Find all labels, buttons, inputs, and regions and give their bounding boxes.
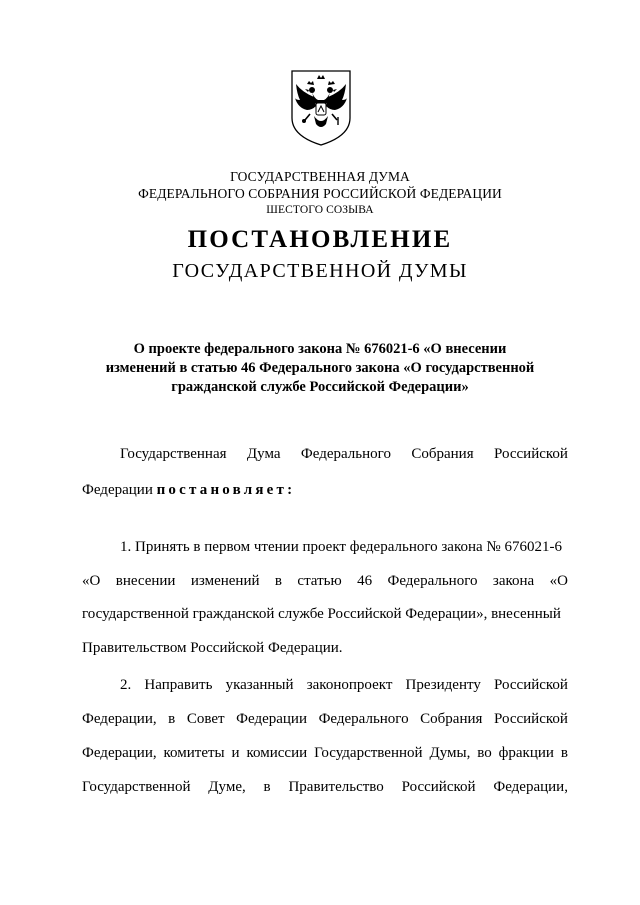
word: Государственной <box>314 745 423 761</box>
word: и <box>231 745 240 761</box>
preamble-line-1 <box>82 444 568 464</box>
coat-of-arms-icon <box>290 70 352 146</box>
word: Думе, <box>208 779 246 795</box>
word: Совет <box>186 711 225 727</box>
preamble-verb: постановляет: <box>156 482 296 498</box>
word: Собрания <box>420 711 483 727</box>
word: комиссии <box>246 745 308 761</box>
word: Российской <box>494 677 568 693</box>
word: изменений <box>190 573 260 589</box>
word: «О <box>549 573 568 589</box>
word: во <box>477 745 492 761</box>
word: Федерации, <box>82 745 157 761</box>
preamble-subject: Федерации <box>82 482 153 498</box>
word: указанный <box>225 677 294 693</box>
word: закона <box>492 573 535 589</box>
word: Российской <box>401 779 476 795</box>
document-issuer-title: ГОСУДАРСТВЕННОЙ ДУМЫ <box>172 260 468 282</box>
subject-line-2: изменений в статью 46 Федерального закона «О государственной <box>105 360 535 376</box>
word: 46 <box>357 573 373 589</box>
item-1-line-4: Правительством Российской Федерации. <box>82 640 343 656</box>
word: Президенту <box>405 677 481 693</box>
word: «О <box>82 573 101 589</box>
word: в <box>274 573 283 589</box>
org-name-line-1: ГОСУДАРСТВЕННАЯ ДУМА <box>230 169 410 184</box>
word: Российской <box>494 711 568 727</box>
item-1-line-3: государственной гражданской службе Российской Федерации», внесенный <box>82 606 561 622</box>
word: Думы, <box>429 745 471 761</box>
subject-line-3: гражданской службе Российской Федерации» <box>171 379 469 395</box>
word: Федерального <box>318 711 409 727</box>
document-subject <box>100 340 540 397</box>
word: Дума <box>246 446 281 462</box>
word: в <box>168 711 176 727</box>
word: комитеты <box>163 745 225 761</box>
word: Российской <box>494 446 568 462</box>
word: Государственной <box>82 779 191 795</box>
item-2-line-4 <box>82 777 568 797</box>
word: Государственная <box>120 446 227 462</box>
word: Федерального <box>300 446 391 462</box>
item-2-line-3 <box>82 743 568 763</box>
word: Федерации <box>236 711 307 727</box>
word: Правительство <box>288 779 384 795</box>
item-2-line-2 <box>82 709 568 729</box>
word: Направить <box>144 677 213 693</box>
word: внесении <box>115 573 176 589</box>
word: статью <box>297 573 342 589</box>
preamble-line-2 <box>82 480 295 500</box>
word: Федерального <box>387 573 478 589</box>
word: 2. <box>120 677 132 693</box>
word: в <box>560 745 568 761</box>
subject-line-1: О проекте федерального закона № 676021-6 «О внесении <box>133 341 507 357</box>
document-type-title: ПОСТАНОВЛЕНИЕ <box>187 226 453 253</box>
item-2-line-1 <box>82 675 568 695</box>
convocation-line: ШЕСТОГО СОЗЫВА <box>266 204 374 216</box>
word: законопроект <box>306 677 393 693</box>
word: Федерации, <box>493 779 568 795</box>
word: в <box>263 779 271 795</box>
word: фракции <box>498 745 554 761</box>
word: Федерации, <box>82 711 157 727</box>
word: Собрания <box>411 446 474 462</box>
item-1-line-2 <box>82 571 568 591</box>
org-name-line-2: ФЕДЕРАЛЬНОГО СОБРАНИЯ РОССИЙСКОЙ ФЕДЕРАЦИИ <box>138 186 502 201</box>
item-1-line-1: 1. Принять в первом чтении проект федерального закона № 676021-6 <box>120 539 562 555</box>
